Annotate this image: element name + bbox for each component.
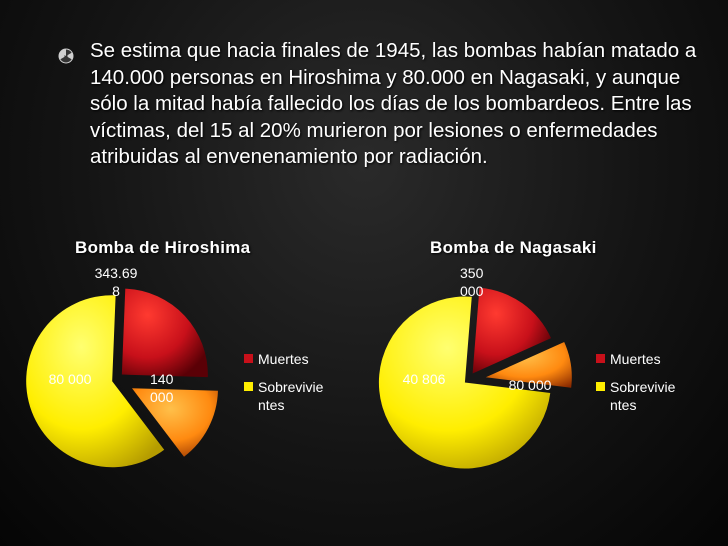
legend-swatch-red: [244, 354, 253, 363]
legend-item-sobrevivientes: [244, 378, 338, 414]
pie-slice: [122, 289, 208, 377]
slice-label: 80 000: [508, 377, 552, 393]
legend-swatch-yellow: [596, 382, 605, 391]
bullet-text: Se estima que hacia finales de 1945, las bombas habían matado a 140.000 personas en Hiroshima y 80.000 en Nagasaki, y aunque sólo la mitad había fallecido los días de los bombardeos. Entre las víctimas, del 15 al 20% murieron por lesiones o enfermedades atribuidas al envenenamiento por radiación.: [90, 39, 697, 168]
legend-item-muertes: [596, 350, 690, 368]
slice-label: 80 000: [48, 371, 92, 387]
legend-label: Sobrevivie ntes: [610, 379, 676, 413]
legend-swatch-yellow: [244, 382, 253, 391]
legend-label: Muertes: [258, 351, 309, 367]
chart-title-nagasaki: Bomba de Nagasaki: [430, 238, 597, 257]
slice-label: 343.69 8: [94, 265, 138, 299]
slice-label: 40 806: [402, 371, 446, 387]
legend-swatch-red: [596, 354, 605, 363]
chart-title-hiroshima: Bomba de Hiroshima: [75, 238, 251, 257]
legend-item-muertes: [244, 350, 338, 368]
legend-label: Muertes: [610, 351, 661, 367]
legend-label: Sobrevivie ntes: [258, 379, 324, 413]
slice-label: 140 000: [150, 371, 174, 405]
legend-item-sobrevivientes: [596, 378, 690, 414]
legend-nagasaki: [596, 350, 690, 424]
slice-label: 350 000: [460, 265, 484, 299]
legend-hiroshima: [244, 350, 338, 424]
